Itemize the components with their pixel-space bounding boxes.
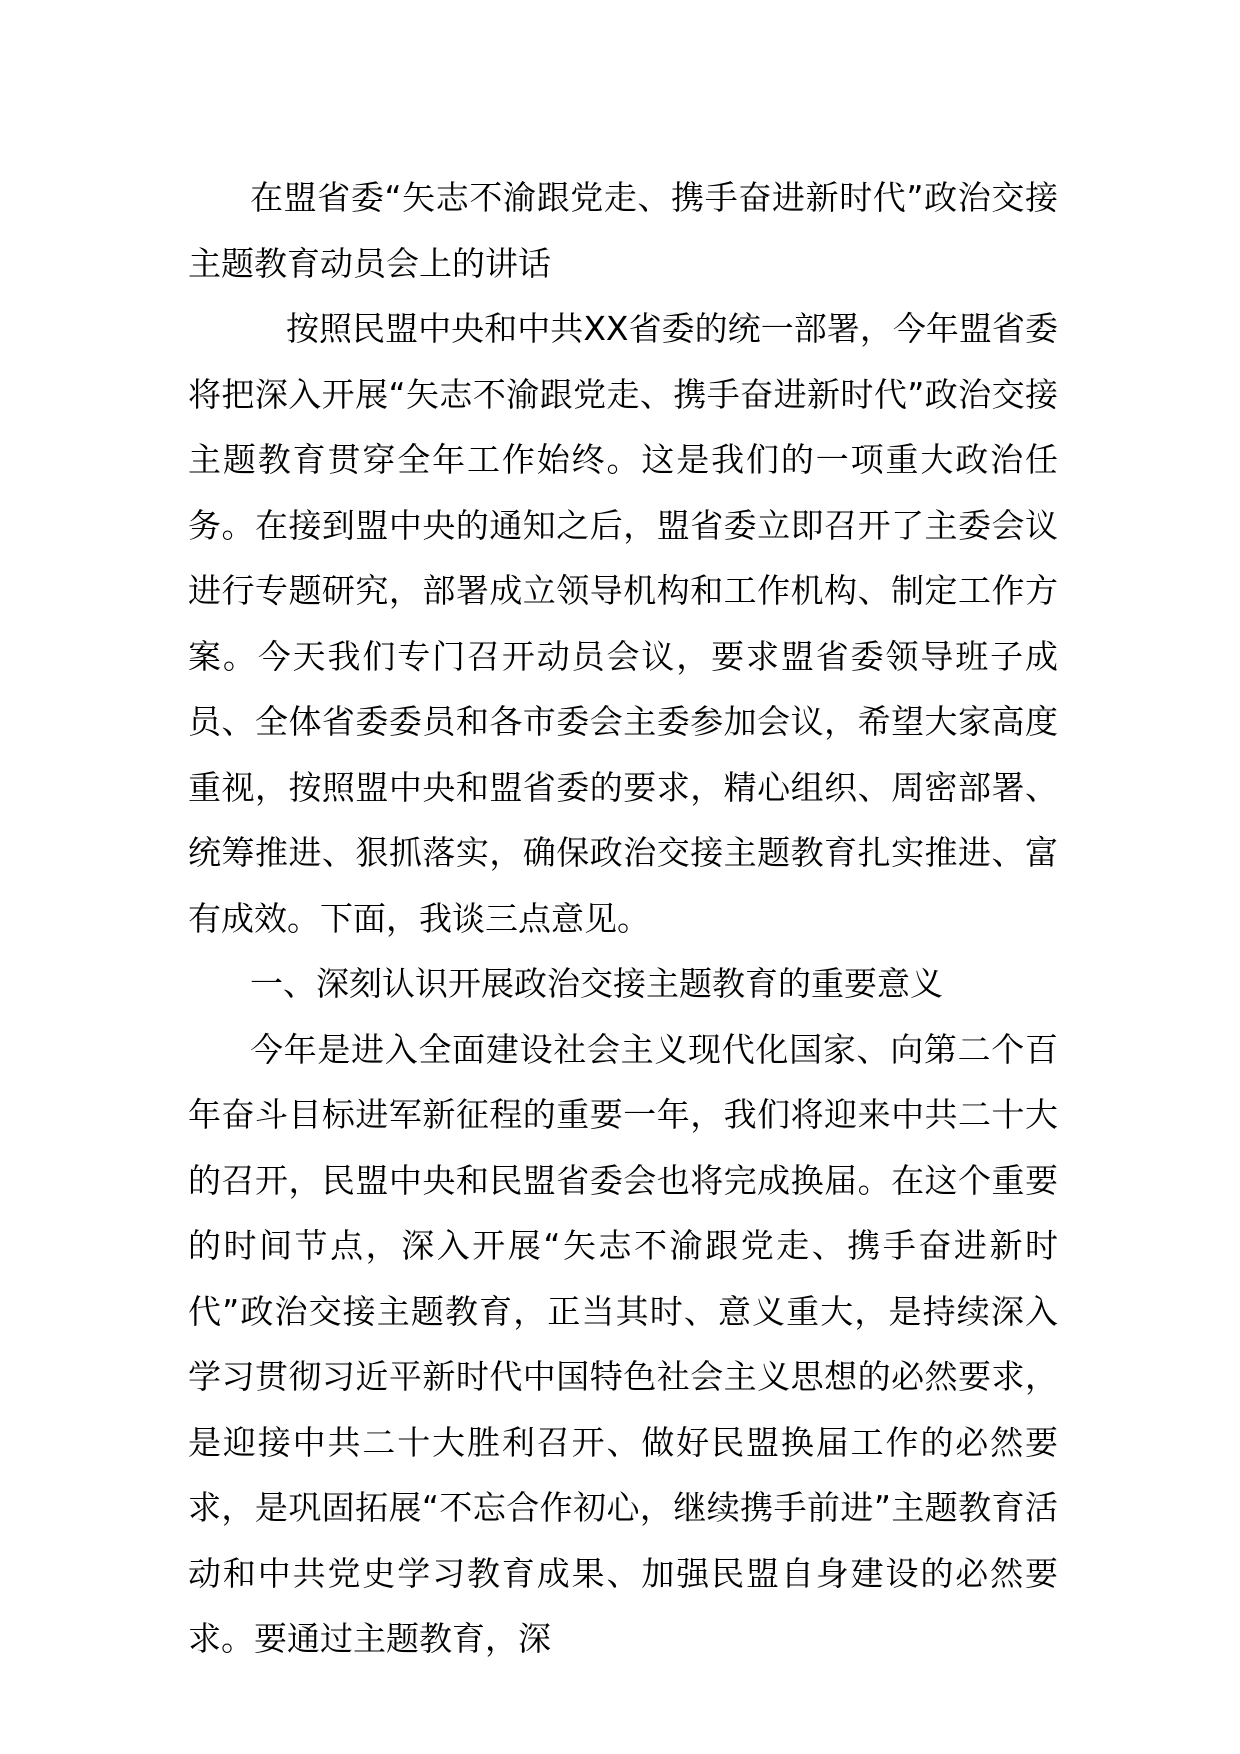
document-content: [188, 165, 1058, 1672]
opening-paragraph: 按照民盟中央和中共XX省委的统一部署，今年盟省委将把深入开展“矢志不渝跟党走、携手奋进新时代”政治交接主题教育贯穿全年工作始终。这是我们的一项重大政治任务。在接到盟中央的通知之后，盟省委立即召开了主委会议进行专题研究，部署成立领导机构和工作机构、制定工作方案。今天我们专门召开动员会议，要求盟省委领导班子成员、全体省委委员和各市委会主委参加会议，希望大家高度重视，按照盟中央和盟省委的要求，精心组织、周密部署、统筹推进、狠抓落实，确保政治交接主题教育扎实推进、富有成效。下面，我谈三点意见。: [188, 309, 1058, 938]
section-heading: 一、深刻认识开展政治交接主题教育的重要意义: [250, 964, 943, 1003]
section-paragraph: 今年是进入全面建设社会主义现代化国家、向第二个百年奋斗目标进军新征程的重要一年，我们将迎来中共二十大的召开，民盟中央和民盟省委会也将完成换届。在这个重要的时间节点，深入开展“矢志不渝跟党走、携手奋进新时代”政治交接主题教育，正当其时、意义重大，是持续深入学习贯彻习近平新时代中国特色社会主义思想的必然要求，是迎接中共二十大胜利召开、做好民盟换届工作的必然要求，是巩固拓展“不忘合作初心，继续携手前进”主题教育活动和中共党史学习教育成果、加强民盟自身建设的必然要求。要通过主题教育，深: [188, 1029, 1058, 1658]
speech-title: 在盟省委“矢志不渝跟党走、携手奋进新时代”政治交接主题教育动员会上的讲话: [188, 178, 1058, 283]
